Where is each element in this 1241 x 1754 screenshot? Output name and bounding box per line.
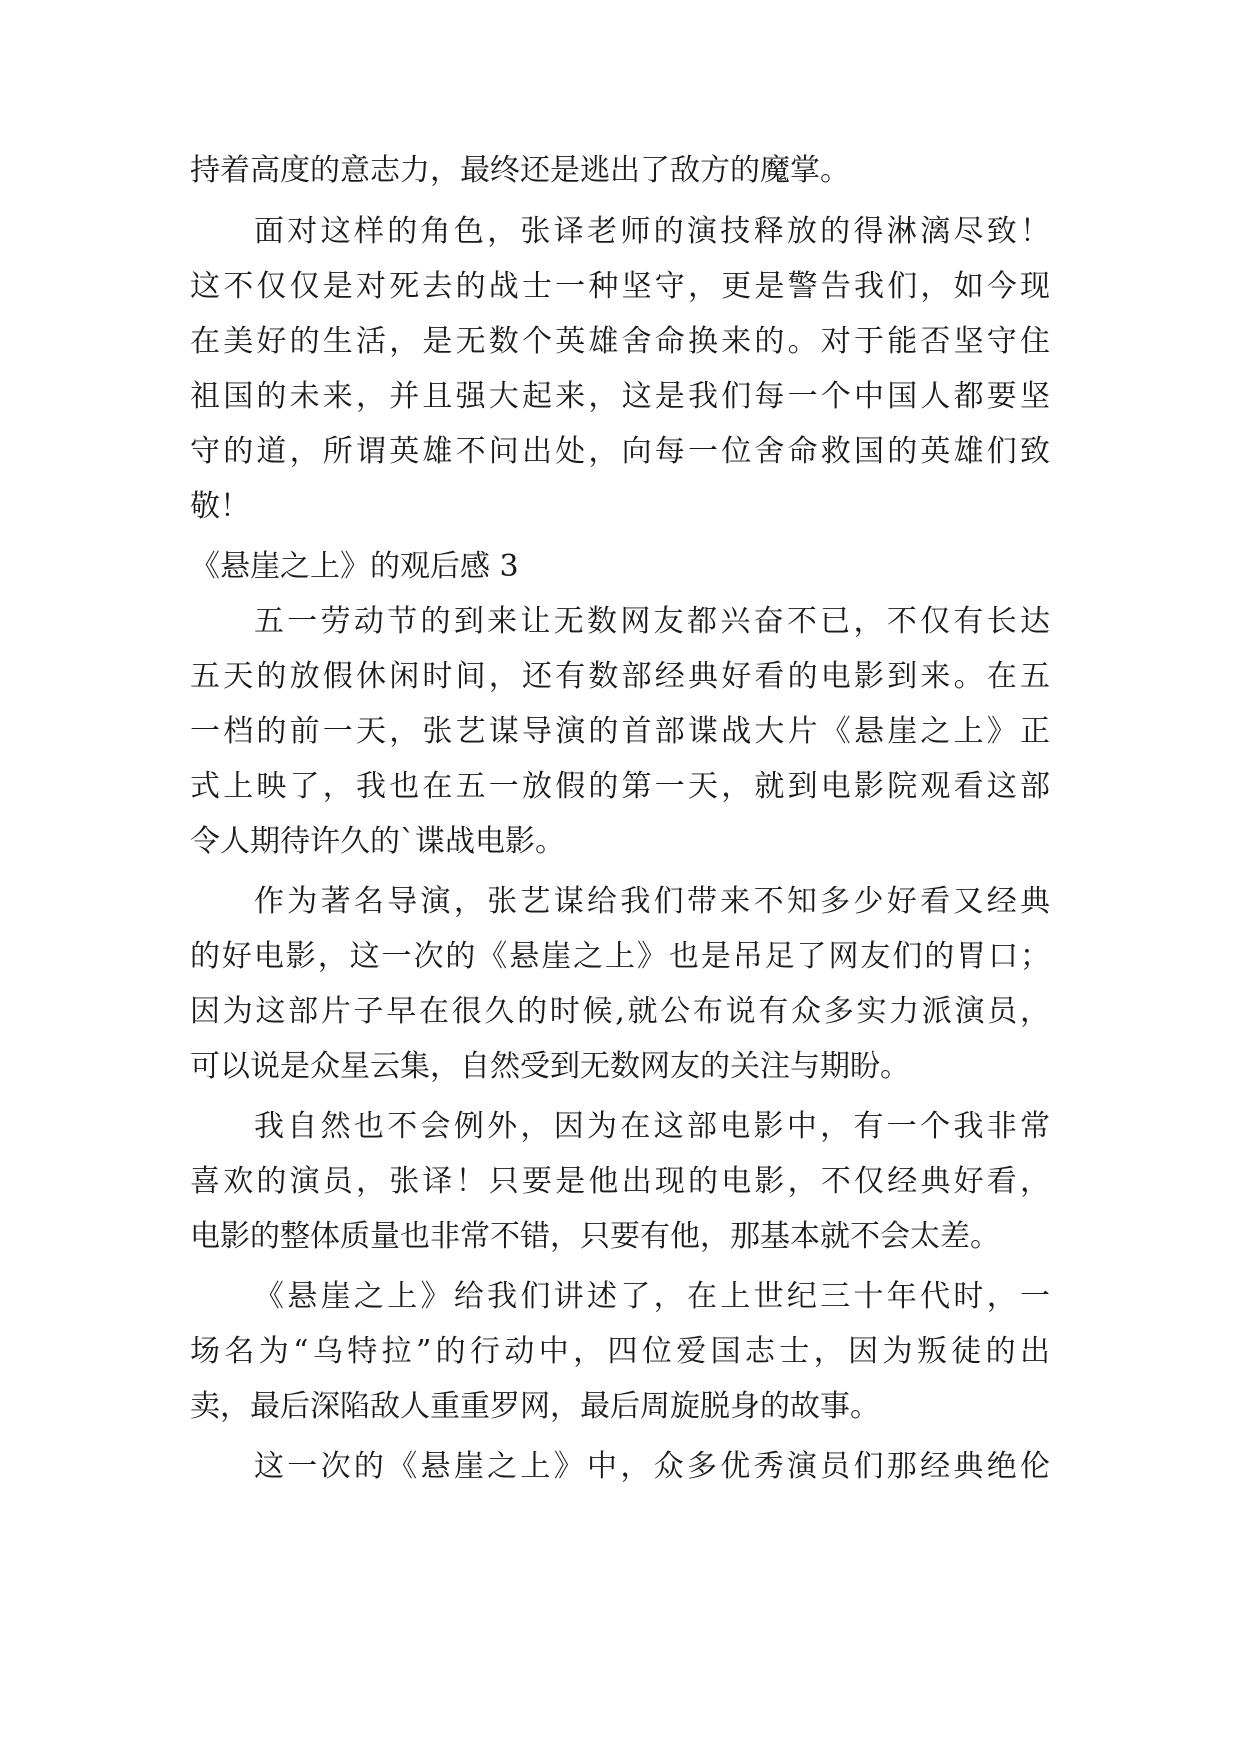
paragraph-line: 五天的放假休闲时间，还有数部经典好看的电影到来。在五 bbox=[190, 659, 1050, 694]
paragraph-line: 喜欢的演员，张译！只要是他出现的电影，不仅经典好看， bbox=[190, 1164, 1050, 1199]
paragraph-line: 这一次的《悬崖之上》中，众多优秀演员们那经典绝伦 bbox=[254, 1449, 1050, 1484]
paragraph-line: 面对这样的角色，张译老师的演技释放的得淋漓尽致！ bbox=[254, 214, 1050, 249]
paragraph-line: 的好电影，这一次的《悬崖之上》也是吊足了网友们的胃口； bbox=[190, 939, 1050, 974]
paragraph-line: 式上映了，我也在五一放假的第一天，就到电影院观看这部 bbox=[190, 769, 1050, 804]
paragraph-line: 这不仅仅是对死去的战士一种坚守，更是警告我们，如今现 bbox=[190, 269, 1050, 304]
paragraph-line: 持着高度的意志力，最终还是逃出了敌方的魔掌。 bbox=[190, 153, 850, 188]
paragraph-line: 因为这部片子早在很久的时候,就公布说有众多实力派演员， bbox=[190, 994, 1050, 1029]
paragraph-line: 在美好的生活，是无数个英雄舍命换来的。对于能否坚守住 bbox=[190, 324, 1050, 359]
paragraph-line: 令人期待许久的`谍战电影。 bbox=[190, 824, 565, 859]
paragraph-line: 守的道，所谓英雄不问出处，向每一位舍命救国的英雄们致 bbox=[190, 434, 1050, 469]
paragraph-line: 我自然也不会例外，因为在这部电影中，有一个我非常 bbox=[254, 1109, 1050, 1144]
paragraph-line: 五一劳动节的到来让无数网友都兴奋不已，不仅有长达 bbox=[254, 604, 1050, 639]
section-heading: 《悬崖之上》的观后感 3 bbox=[190, 549, 519, 584]
paragraph-line: 作为著名导演，张艺谋给我们带来不知多少好看又经典 bbox=[254, 884, 1050, 919]
paragraph-line: 卖，最后深陷敌人重重罗网，最后周旋脱身的故事。 bbox=[190, 1389, 880, 1424]
paragraph-line: 《悬崖之上》给我们讲述了，在上世纪三十年代时，一 bbox=[254, 1279, 1050, 1314]
paragraph-line: 电影的整体质量也非常不错，只要有他，那基本就不会太差。 bbox=[190, 1219, 1000, 1254]
paragraph-line: 祖国的未来，并且强大起来，这是我们每一个中国人都要坚 bbox=[190, 379, 1050, 414]
paragraph-line: 场名为“乌特拉”的行动中，四位爱国志士，因为叛徒的出 bbox=[190, 1334, 1050, 1369]
paragraph-line: 敬！ bbox=[190, 489, 250, 524]
paragraph-line: 一档的前一天，张艺谋导演的首部谍战大片《悬崖之上》正 bbox=[190, 714, 1050, 749]
paragraph-line: 可以说是众星云集，自然受到无数网友的关注与期盼。 bbox=[190, 1049, 910, 1084]
